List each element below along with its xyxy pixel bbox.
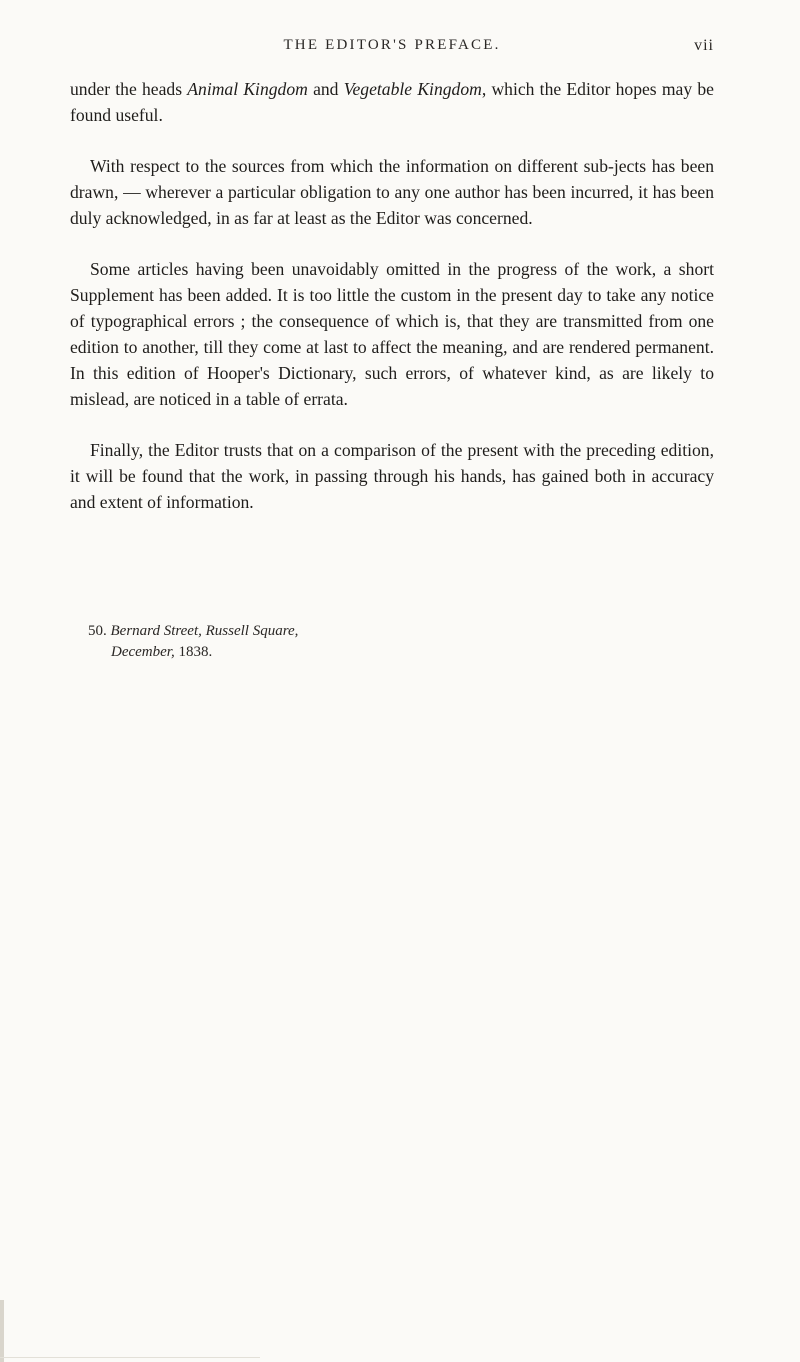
page-bottom-edge: [0, 1357, 260, 1358]
page-header-title: THE EDITOR'S PREFACE.: [283, 37, 501, 53]
italic-term-vegetable-kingdom: Vegetable Kingdom: [343, 79, 482, 99]
street-number: 50.: [88, 623, 111, 639]
preface-signature: [88, 621, 298, 663]
signature-year: 1838.: [174, 644, 213, 660]
signature-month: December,: [111, 644, 175, 660]
paragraph-finally: Finally, the Editor trusts that on a comparison of the present with the preceding edition, it will be found that the work, in passing through his hands, has gained both in accuracy and extent of information.: [70, 440, 714, 512]
paragraph-text: and: [307, 79, 344, 99]
street-address: Bernard Street, Russell Square,: [110, 623, 299, 639]
page-number: vii: [694, 37, 714, 54]
page-edge-shadow: [0, 1300, 4, 1362]
paragraph-text: under the heads: [70, 79, 188, 99]
paragraph-continuation: [70, 76, 714, 128]
paragraph-sources: With respect to the sources from which the information on different sub-jects has been drawn, — wherever a particular obligation to any one author has been incurred, it has been duly acknowledged, in as far at least as the Editor was concerned.: [70, 156, 714, 228]
italic-term-animal-kingdom: Animal Kingdom: [187, 79, 308, 99]
running-head: [70, 37, 714, 61]
signature-date-line: [88, 642, 298, 663]
paragraph-text: , which the Editor hopes may be found useful.: [70, 79, 714, 125]
signature-address-line: [88, 621, 298, 642]
preface-body: [70, 76, 714, 540]
paragraph-supplement-errata: Some articles having been unavoidably omitted in the progress of the work, a short Supplement has been added. It is too little the custom in the present day to take any notice of typographical errors ; the consequence of which is, that they are transmitted from one edition to another, till they come at last to affect the meaning, and are rendered permanent. In this edition of Hooper's Dictionary, such errors, of whatever kind, as are likely to mislead, are noticed in a table of errata.: [70, 259, 714, 409]
